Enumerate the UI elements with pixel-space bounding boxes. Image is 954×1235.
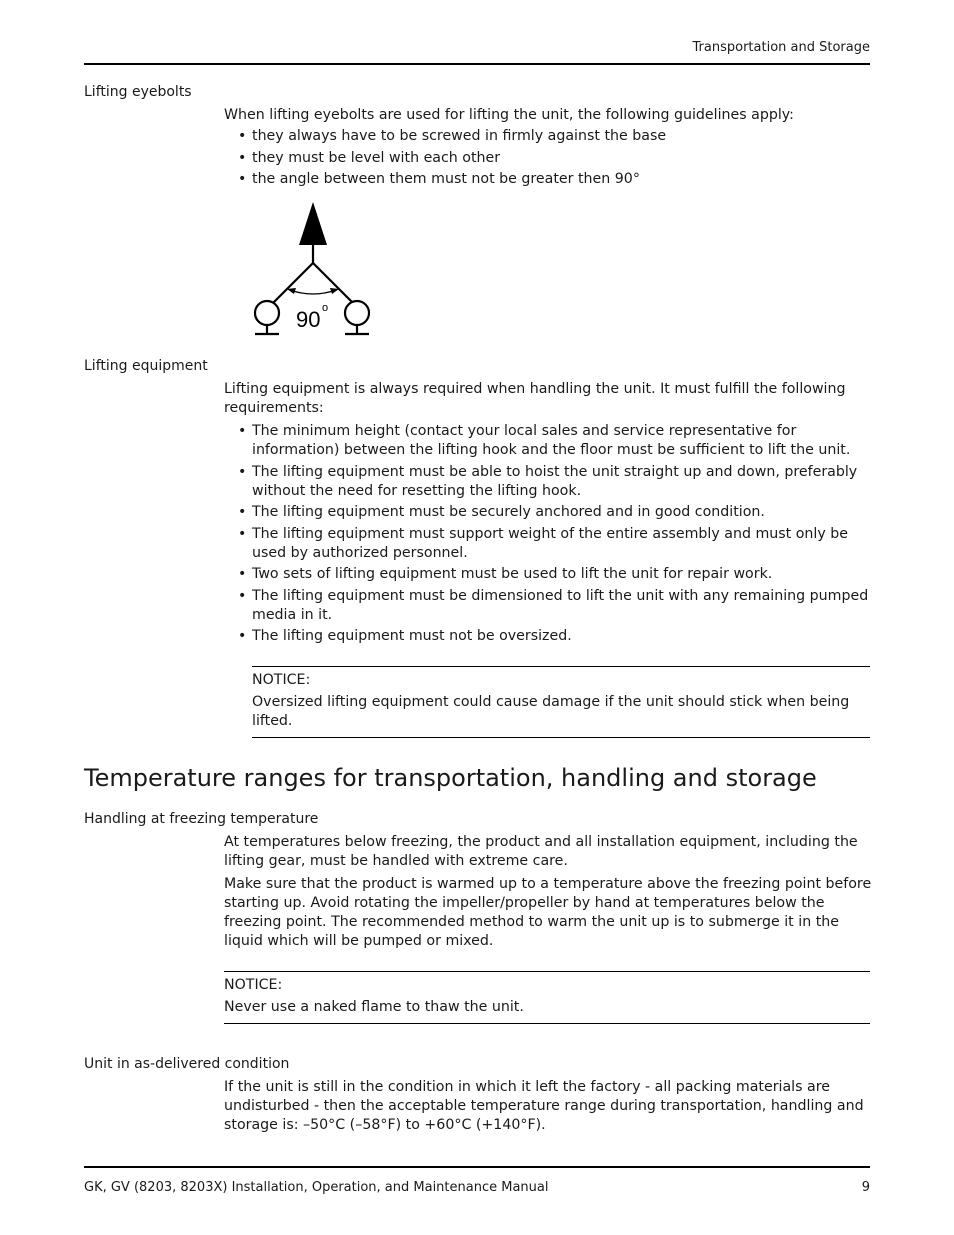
left-eyebolt-ring <box>255 301 279 325</box>
list-item: • the angle between them must not be greater then 90° <box>236 170 876 189</box>
freezing-paragraph-2: Make sure that the product is warmed up to a temperature above the freezing point before starting up. Avoid rotating the impeller/propeller by hand at temperatures below the freezing point. The recommended method to warm the unit up is to submerge it in the liquid which will be pumped or mixed. <box>224 876 872 949</box>
footer-manual-title: GK, GV (8203, 8203X) Installation, Operation, and Maintenance Manual <box>84 1180 549 1195</box>
angle-arc <box>290 290 336 294</box>
angle-arc-left-arrowhead <box>287 288 296 294</box>
left-sling-line <box>273 263 313 303</box>
lift-arrow-head <box>299 202 327 245</box>
list-item: • The lifting equipment must be dimensioned to lift the unit with any remaining pumped media in it. <box>236 587 876 625</box>
right-sling-line <box>313 263 353 303</box>
angle-value-label: 90 <box>296 307 321 332</box>
notice-box-oversized <box>252 666 870 738</box>
eyebolts-intro: When lifting eyebolts are used for lifting the unit, the following guidelines apply: <box>224 107 794 123</box>
footer-rule <box>84 1166 870 1168</box>
freezing-heading: Handling at freezing temperature <box>84 811 319 827</box>
notice-body: Never use a naked flame to thaw the unit. <box>224 999 524 1015</box>
list-item: • The lifting equipment must support weight of the entire assembly and must only be used by authorized personnel. <box>236 525 876 563</box>
right-eyebolt-ring <box>345 301 369 325</box>
notice-title: NOTICE: <box>252 672 311 688</box>
running-header: Transportation and Storage <box>692 40 870 55</box>
list-item: • The lifting equipment must be securely anchored and in good condition. <box>236 503 876 522</box>
degree-mark: o <box>322 302 329 314</box>
delivered-heading: Unit in as-delivered condition <box>84 1056 290 1072</box>
notice-title: NOTICE: <box>224 977 283 993</box>
list-item: • The minimum height (contact your local sales and service representative for information) between the lifting hook and the floor must be sufficient to lift the unit. <box>236 422 876 460</box>
equipment-heading: Lifting equipment <box>84 358 208 374</box>
angle-arc-right-arrowhead <box>330 288 339 294</box>
page-number: 9 <box>861 1180 870 1195</box>
list-item: • The lifting equipment must be able to hoist the unit straight up and down, preferably without the need for resetting the lifting hook. <box>236 463 876 501</box>
eyebolts-bullet-list <box>236 127 876 192</box>
list-item: • they must be level with each other <box>236 149 876 168</box>
equipment-bullet-list <box>236 422 876 649</box>
eyebolt-angle-diagram <box>248 200 378 340</box>
list-item: • The lifting equipment must not be oversized. <box>236 627 876 646</box>
list-item: • Two sets of lifting equipment must be used to lift the unit for repair work. <box>236 565 876 584</box>
delivered-paragraph: If the unit is still in the condition in which it left the factory - all packing materials are undisturbed - then the acceptable temperature range during transportation, handling and storage is: –50°C (–58°F) to +60°C (+140°F). <box>224 1079 864 1133</box>
notice-box-flame <box>224 971 870 1024</box>
header-rule <box>84 63 870 65</box>
freezing-paragraph-1: At temperatures below freezing, the product and all installation equipment, including the lifting gear, must be handled with extreme care. <box>224 834 858 869</box>
equipment-intro: Lifting equipment is always required when handling the unit. It must fulfill the following requirements: <box>224 381 846 416</box>
list-item: • they always have to be screwed in firmly against the base <box>236 127 876 146</box>
notice-body: Oversized lifting equipment could cause damage if the unit should stick when being lifted. <box>252 694 850 729</box>
temperature-section-title: Temperature ranges for transportation, handling and storage <box>84 764 817 792</box>
eyebolts-heading: Lifting eyebolts <box>84 84 192 100</box>
